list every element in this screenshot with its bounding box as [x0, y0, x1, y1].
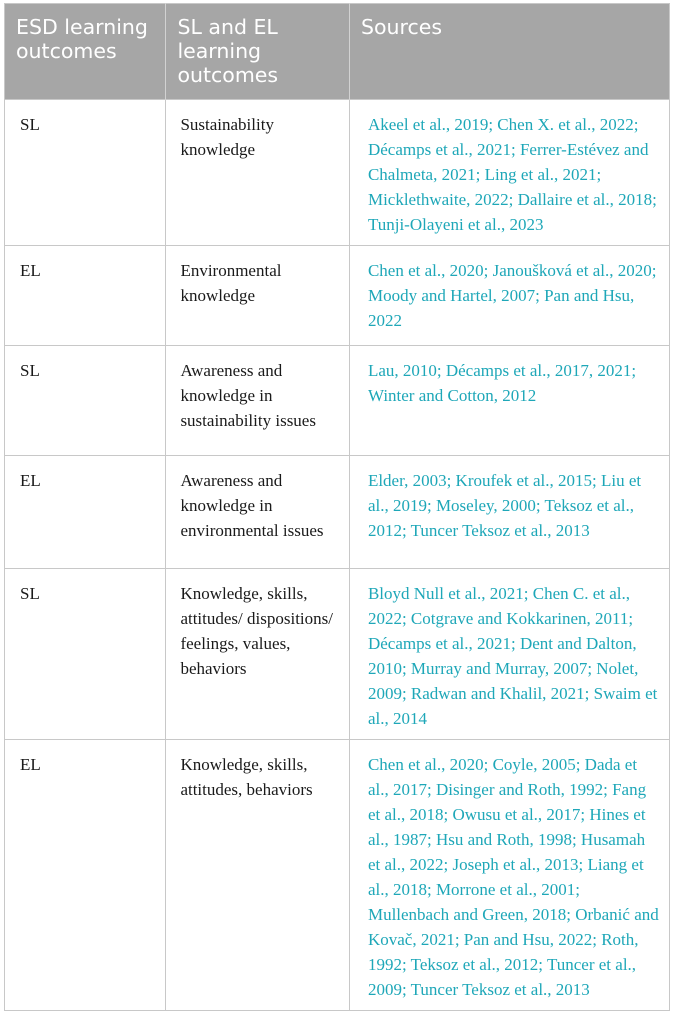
cell-sources[interactable]: Lau, 2010; Décamps et al., 2017, 2021; Winter and Cotton, 2012 — [349, 346, 669, 456]
cell-outcome: Environmental knowledge — [166, 246, 350, 346]
table-header-row — [5, 4, 670, 100]
cell-sources[interactable]: Akeel et al., 2019; Chen X. et al., 2022; Décamps et al., 2021; Ferrer-Estévez and Chalmeta, 2021; Ling et al., 2021; Micklethwaite, 2022; Dallaire et al., 2018; Tunji-Olayeni et al., 2023 — [349, 100, 669, 246]
table-row — [5, 456, 670, 569]
cell-type: EL — [5, 456, 166, 569]
cell-type: SL — [5, 346, 166, 456]
cell-outcome: Awareness and knowledge in environmental issues — [166, 456, 350, 569]
table-row — [5, 100, 670, 246]
cell-type: SL — [5, 569, 166, 740]
table-row — [5, 740, 670, 1011]
cell-sources[interactable]: Bloyd Null et al., 2021; Chen C. et al., 2022; Cotgrave and Kokkarinen, 2011; Décamps et al., 2021; Dent and Dalton, 2010; Murray and Murray, 2007; Nolet, 2009; Radwan and Khalil, 2021; Swaim et al., 2014 — [349, 569, 669, 740]
table-row — [5, 569, 670, 740]
cell-sources[interactable]: Elder, 2003; Kroufek et al., 2015; Liu et al., 2019; Moseley, 2000; Teksoz et al., 2012; Tuncer Teksoz et al., 2013 — [349, 456, 669, 569]
table-row — [5, 246, 670, 346]
cell-sources[interactable]: Chen et al., 2020; Coyle, 2005; Dada et al., 2017; Disinger and Roth, 1992; Fang et al., 2018; Owusu et al., 2017; Hines et al., 1987; Hsu and Roth, 1998; Husamah et al., 2022; Joseph et al., 2013; Liang et al., 2018; Morrone et al., 2001; Mullenbach and Green, 2018; Orbanić and Kovač, 2021; Pan and Hsu, 2022; Roth, 1992; Teksoz et al., 2012; Tuncer et al., 2009; Tuncer Teksoz et al., 2013 — [349, 740, 669, 1011]
cell-outcome: Awareness and knowledge in sustainability issues — [166, 346, 350, 456]
cell-type: EL — [5, 246, 166, 346]
header-esd-learning-outcomes: ESD learning outcomes — [16, 15, 148, 63]
cell-sources[interactable]: Chen et al., 2020; Janoušková et al., 2020; Moody and Hartel, 2007; Pan and Hsu, 2022 — [349, 246, 669, 346]
header-sources: Sources — [349, 4, 669, 100]
cell-outcome: Sustainability knowledge — [166, 100, 350, 246]
cell-outcome: Knowledge, skills, attitudes, behaviors — [166, 740, 350, 1011]
cell-type: SL — [5, 100, 166, 246]
cell-outcome: Knowledge, skills, attitudes/ dispositions/ feelings, values, behaviors — [166, 569, 350, 740]
header-sl-el-learning-outcomes: SL and EL learning outcomes — [166, 4, 350, 100]
learning-outcomes-table — [4, 3, 670, 1011]
cell-type: EL — [5, 740, 166, 1011]
table-row — [5, 346, 670, 456]
